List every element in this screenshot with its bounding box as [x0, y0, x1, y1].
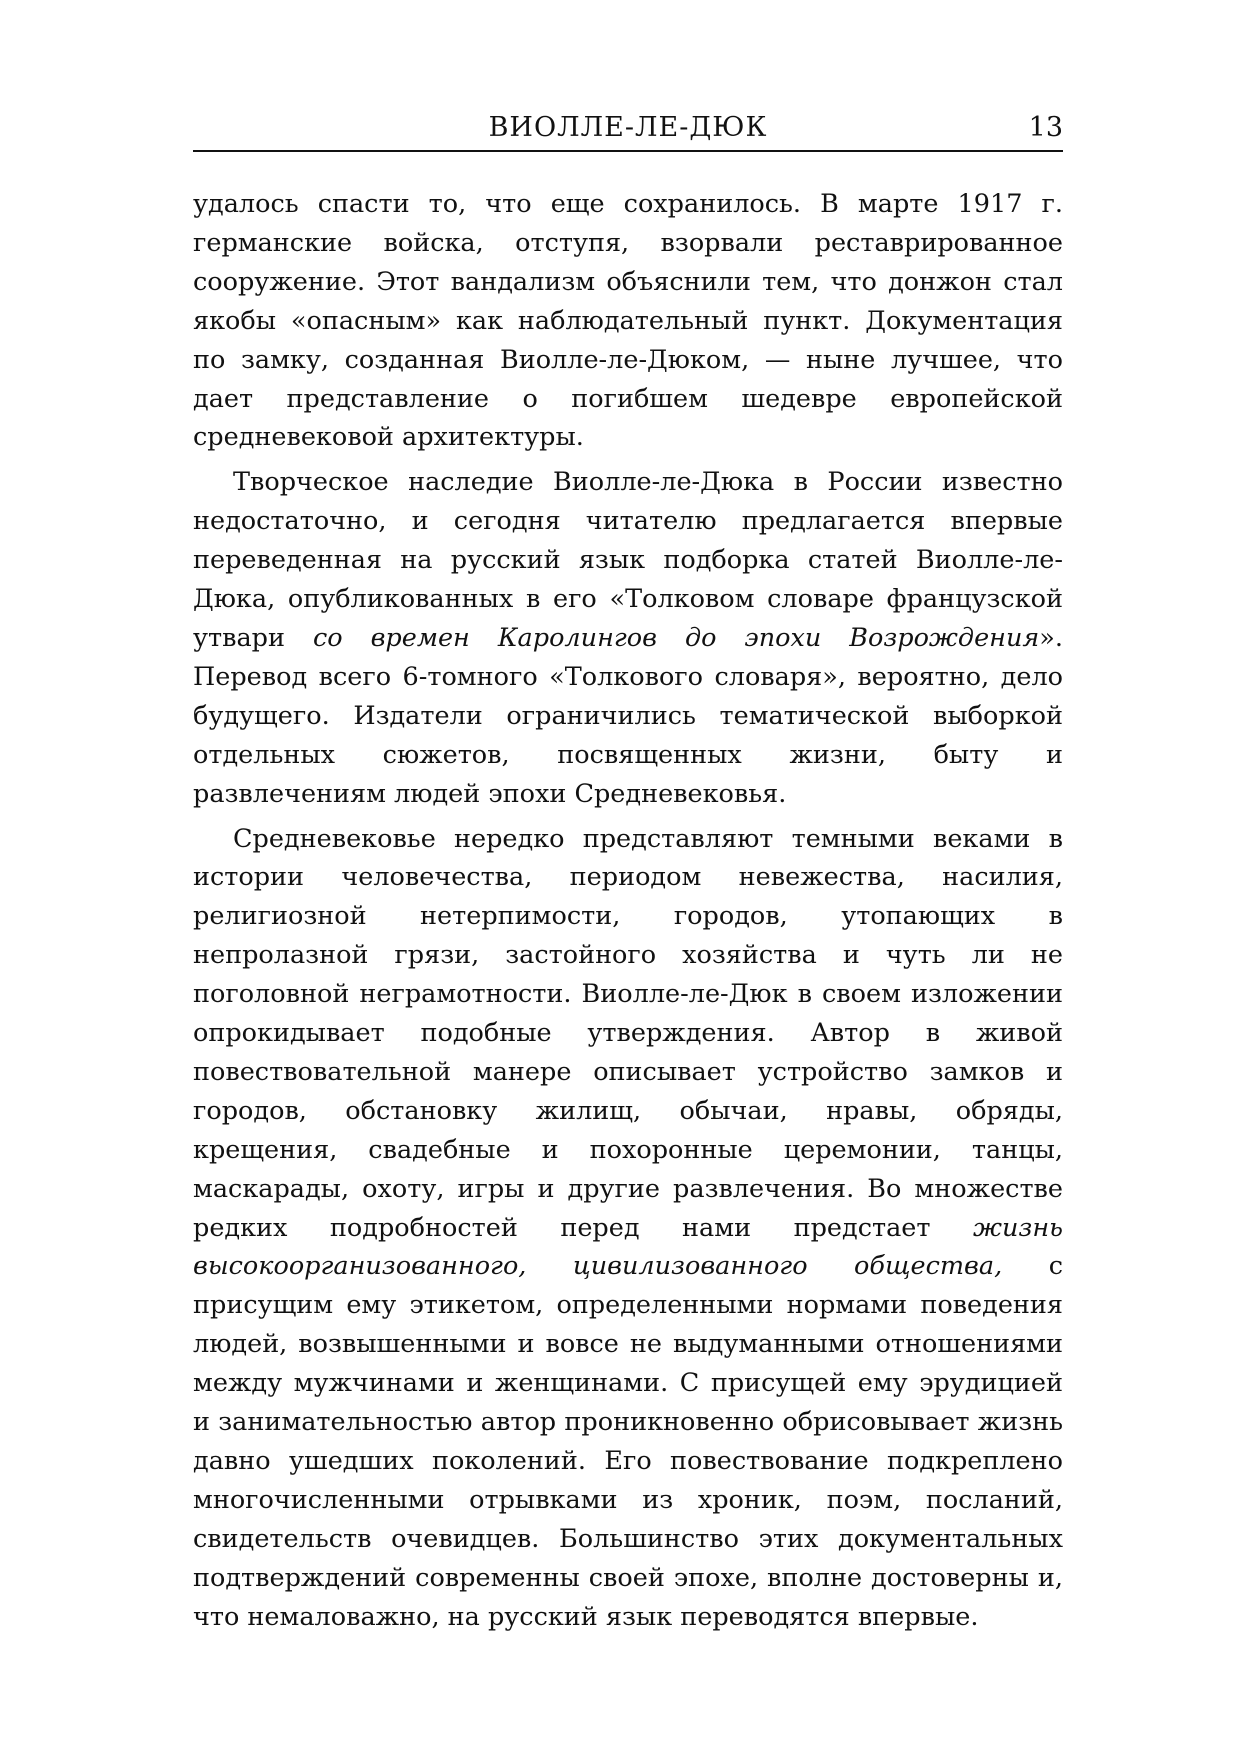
body-text — [193, 185, 1063, 1643]
header-rule — [193, 150, 1063, 152]
book-title-b: со времен Каролингов до эпохи Возрождения — [285, 622, 1040, 653]
paragraph-2 — [193, 463, 1063, 813]
paragraph-3-text-b: с присущим ему этикетом, определенными нормами поведения людей, возвышенными и вовсе не выдуманными отношениями между мужчинами и женщинами. С присущей ему эрудицией и занимательностью автор проникновенно обрисовывает жизнь давно ушедших поколений. Его повествование подкреплено многочисленными отрывками из хроник, поэм, посланий, свидетельств очевидцев. Большинство этих документальных подтверждений современны своей эпохе, вполне достоверны и, что немаловажно, на русский язык переводятся впервые. — [193, 1251, 1063, 1632]
paragraph-2-text-a: Творческое наследие Виолле-ле-Дюка в России известно недостаточно, и сегодня читателю предлагается впервые переведенная на русский язык подборка статей Виолле-ле-Дюка, опубликованных в его « — [193, 467, 1063, 615]
running-head — [193, 108, 1063, 152]
running-title: ВИОЛЛЕ-ЛЕ-ДЮК — [488, 112, 768, 143]
italic-phrase: жизнь высокоорганизованного, цивилизованного общества, — [193, 1212, 1063, 1282]
paragraph-3 — [193, 820, 1063, 1637]
paragraph-1 — [193, 185, 1063, 457]
book-title-a: Толковом словаре французской утвари — [193, 584, 1063, 653]
paragraph-3-text-a: Средневековье нередко представляют темными веками в истории человечества, периодом невежества, насилия, религиозной нетерпимости, городов, утопающих в непролазной грязи, застойного хозяйства и чуть ли не поголовной неграмотности. Виолле-ле-Дюк в своем изложении опрокидывает подобные утверждения. Автор в живой повествовательной манере описывает устройство замков и городов, обстановку жилищ, обычаи, нравы, обряды, крещения, свадебные и похоронные церемонии, танцы, маскарады, охоту, игры и другие развлечения. Во множестве редких подробностей перед нами предстает — [193, 823, 1063, 1243]
page-number: 13 — [1028, 112, 1063, 143]
paragraph-1-text: удалось спасти то, что еще сохранилось. В марте 1917 г. германские войска, отступя, взорвали реставрированное сооружение. Этот вандализм объяснили тем, что донжон стал якобы «опасным» как наблюдательный пункт. Документация по замку, созданная Виолле-ле-Дюком, — ныне лучшее, что дает представление о погибшем шедевре европейской средневековой архитектуры. — [193, 189, 1063, 453]
paragraph-2-text-b: ». Перевод всего 6-томного «Толкового словаря», вероятно, дело будущего. Издатели ограничились тематической выборкой отдельных сюжетов, посвященных жизни, быту и развлечениям людей эпохи Средневековья. — [193, 622, 1063, 809]
